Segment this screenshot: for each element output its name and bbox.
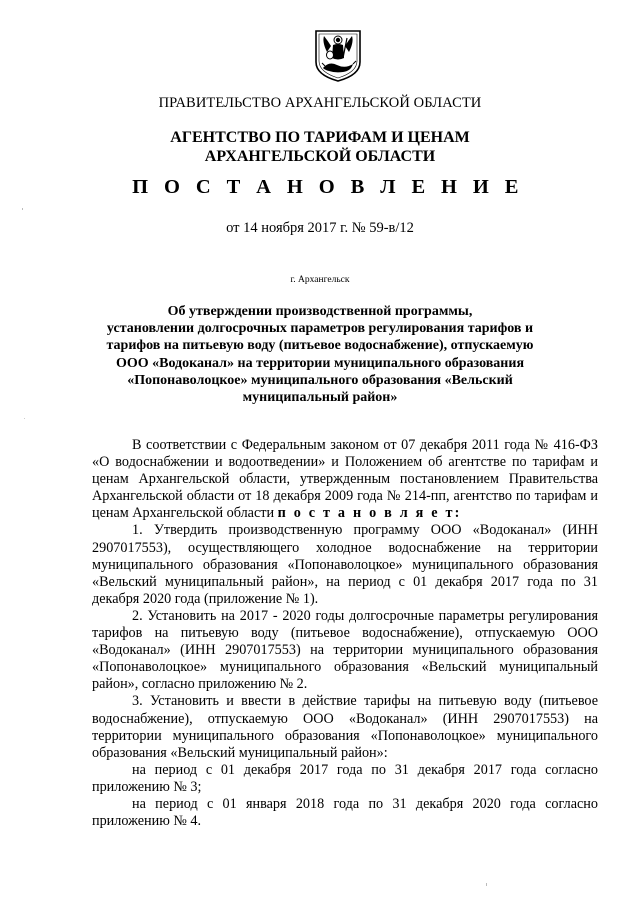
item-1-paragraph: 1. Утвердить производственную программу ООО «Водоканал» (ИНН 2907017553), осуществляющего холодное водоснабжение на территории муниципального образования «Попонаволоцкое» муниципального образования «Вельский муниципальный район», на период с 01 декабря 2017 года по 31 декабря 2020 года (приложение № 1). bbox=[92, 522, 598, 607]
preamble-text: В соответствии с Федеральным законом от 07 декабря 2011 года № 416-ФЗ «О водоснабжении и водоотведении» и Положением об агентстве по тарифам и ценам Архангельской области, утвержденным постановлением Правительства Архангельской области от 18 декабря 2009 года № 214-пп, агентство по тарифам и ценам Архангельской области bbox=[92, 437, 598, 522]
subject-line: тарифов на питьевую воду (питьевое водоснабжение), отпускаемую bbox=[106, 338, 534, 354]
document-date-number: от 14 ноября 2017 г. № 59-в/12 bbox=[226, 220, 414, 236]
subject-line: установлении долгосрочных параметров регулирования тарифов и bbox=[106, 321, 534, 337]
subject-line: ООО «Водоканал» на территории муниципального образования bbox=[115, 355, 525, 371]
period-1-paragraph: на период с 01 декабря 2017 года по 31 декабря 2017 года согласно приложению № 3; bbox=[92, 761, 598, 795]
subject-line: «Попонаволоцкое» муниципального образования «Вельский bbox=[127, 372, 513, 388]
subject-line: муниципальный район» bbox=[242, 390, 398, 406]
item-3-paragraph: 3. Установить и ввести в действие тарифы на питьевую воду (питьевое водоснабжение), отпускаемую ООО «Водоканал» (ИНН 2907017553) на территории муниципального образования «Попонаволоцкое» муниципального образования «Вельский муниципальный район»: bbox=[92, 693, 598, 761]
period-2-paragraph: на период с 01 января 2018 года по 31 декабря 2020 года согласно приложению № 4. bbox=[92, 795, 598, 830]
item-2-paragraph: 2. Установить на 2017 - 2020 годы долгосрочные параметры регулирования тарифов на питьевую воду (питьевое водоснабжение), отпускаемую ООО «Водоканал» (ИНН 2907017553) на территории муниципального образования «Попонаволоцкое» муниципального образования «Вельский муниципальный район», согласно приложению № 2. bbox=[92, 607, 598, 693]
agency-name-line2: АРХАНГЕЛЬСКОЙ ОБЛАСТИ bbox=[204, 148, 436, 165]
resolves-word: п о с т а н о в л я е т: bbox=[277, 505, 462, 522]
document-city: г. Архангельск bbox=[290, 275, 350, 285]
subject-line: Об утверждении производственной программы, bbox=[167, 304, 473, 319]
government-name: ПРАВИТЕЛЬСТВО АРХАНГЕЛЬСКОЙ ОБЛАСТИ bbox=[158, 95, 482, 111]
document-type: П О С Т А Н О В Л Е Н И Е bbox=[132, 176, 524, 198]
agency-name-line1: АГЕНТСТВО ПО ТАРИФАМ И ЦЕНАМ bbox=[170, 129, 470, 146]
